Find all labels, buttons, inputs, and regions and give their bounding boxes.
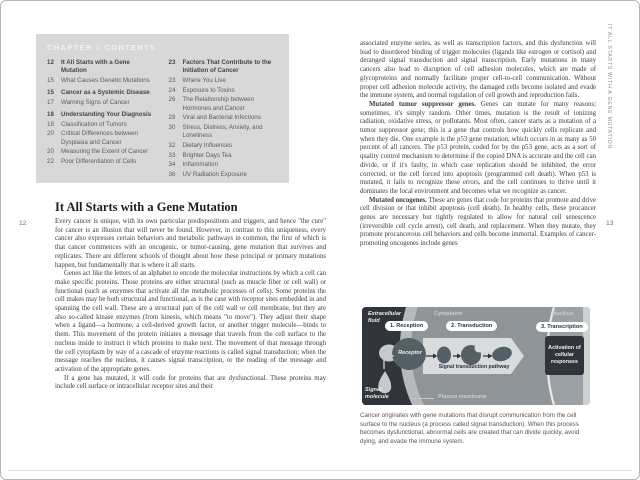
toc-entry xyxy=(169,152,279,160)
paragraph-lead: Mutated oncogenes. xyxy=(369,196,427,204)
step-transcription-pill: 3. Transcription xyxy=(536,322,588,332)
toc-entry-label: Poor Differentiation of Cells xyxy=(61,158,137,166)
toc-entry-label: The Relationship between Hormones and Cancer xyxy=(182,96,255,112)
toc-page-number: 17 xyxy=(47,98,54,106)
extracellular-fluid-label: Extracellular fluid xyxy=(368,311,402,324)
contents-columns xyxy=(47,59,278,181)
toc-page-number: 30 xyxy=(168,123,176,131)
toc-entry xyxy=(169,124,279,140)
toc-entry xyxy=(47,77,157,85)
toc-entry-label: Dietary Influences xyxy=(182,141,233,149)
toc-entry-label: Cancer as a Systemic Disease xyxy=(61,89,150,97)
protein-blob-icon xyxy=(437,347,451,364)
paragraph xyxy=(360,101,596,197)
toc-entry-label: Warning Signs of Cancer xyxy=(61,98,130,106)
toc-entry-label: Critical Differences between Dysplasia and Cancer xyxy=(61,130,138,146)
page-number-left: 12 xyxy=(19,220,27,227)
membrane-pointer-line xyxy=(410,398,434,399)
toc-entry-label: Stress, Distress, Anxiety, and Loneliness xyxy=(182,123,263,140)
toc-entry xyxy=(47,59,157,75)
toc-entry-label: Where You Live xyxy=(182,76,226,84)
toc-page-number: 36 xyxy=(168,170,176,178)
paragraph xyxy=(360,197,596,249)
toc-entry xyxy=(47,148,157,156)
page-number-right: 13 xyxy=(606,220,614,227)
pathway-label: Signal transduction pathway xyxy=(438,364,510,370)
paragraph: Genes act like the letters of an alphabet to encode the molecular instructions by which a cell can make specific proteins. Those proteins are either structural (such as muscle fiber or cell wall) or functional (such as enzymes that activate all the metabolic processes of cells). Some proteins the cell makes may be both structural and functional, as is the case with receptor sites embedded in and spanning the cell wall. These are a structural part of the cell wall or cell membrane, but they are also so-called kinase enzymes (from kinesis, which means "to move"). They adjust their shape when a ligand—a hormone, a cell-derived growth factor, or another trigger molecule—binds to them. This movement of the protein initiates a message that travels from the cell surface to the nucleus inside to instruct it which proteins to make next. The movement of that message through the cell cytoplasm by way of a cascade of enzyme reactions is called signal transduction; when the message reaches the nucleus, it causes signal transcription, or the reading of the message and activation of the appropriate genes. xyxy=(55,270,326,373)
toc-entry xyxy=(169,161,279,169)
plasma-membrane-label: Plasma membrane xyxy=(438,394,487,400)
toc-entry-label: Inflammation xyxy=(182,161,218,169)
running-head-vertical: IT ALL STARTS WITH A GENE MUTATION xyxy=(606,24,612,149)
toc-page-number: 23 xyxy=(168,59,176,66)
step-transduction-pill: 2. Transduction xyxy=(446,321,497,331)
toc-page-number: 26 xyxy=(168,96,176,104)
paragraph: Every cancer is unique, with its own particular predispositions and triggers, and hence "the cure" for cancer is an illusion that will never be found. However, in contrast to this uniqueness, every cancer also expresses certain behaviors and metabolic pathways in common, the first of which is that cancer commences with an oncogenic, or tumor-causing, gene mutation that survives and replicates. There are different schools of thought about how these principal or primary mutations happen, but fundamentally that is where it all starts. xyxy=(55,218,326,269)
chapter-contents-panel xyxy=(36,34,289,183)
toc-page-number: 20 xyxy=(47,148,54,156)
activation-responses-box: Activation of cellular responses xyxy=(545,336,584,375)
toc-entry-label: UV Radiation Exposure xyxy=(182,170,247,178)
toc-entry-label: Understanding Your Diagnosis xyxy=(61,111,152,119)
toc-page-number: 15 xyxy=(47,89,54,97)
toc-page-number: 28 xyxy=(168,114,176,122)
paragraph-text: These are genes that code for proteins that promote and drive cell division or that inhibit apoptosis (cell death). In healthy cells, these procancer genes are necessary but tightly regulated to allow for natural cell senescence (irreversible cell cycle arrest), cell death, and replacement. When they mutate, they promote procancerous cell behaviors and cells become immortal. Examples of cancer-promoting oncogenes include genes xyxy=(360,196,596,248)
toc-entry xyxy=(47,89,157,97)
paragraph xyxy=(360,40,596,101)
toc-entry xyxy=(47,130,157,146)
step-reception-pill: 1. Reception xyxy=(385,321,428,331)
toc-entry-label: Factors That Contribute to the Initiation of Cancer xyxy=(182,59,272,75)
cytoplasm-label: Cytoplasm xyxy=(434,311,463,317)
section-heading: It All Starts with a Gene Mutation xyxy=(55,200,238,214)
toc-entry-label: Measuring the Extent of Cancer xyxy=(61,148,149,156)
receptor-label: Receptor xyxy=(398,350,422,356)
toc-entry xyxy=(169,142,279,150)
toc-entry-label: What Causes Genetic Mutations xyxy=(61,76,150,84)
toc-entry xyxy=(169,114,279,122)
left-page-body xyxy=(55,218,326,458)
contents-right-column xyxy=(169,59,279,181)
toc-page-number: 22 xyxy=(47,158,54,166)
toc-entry xyxy=(169,171,279,179)
toc-entry-label: Brighter Days Tea xyxy=(182,151,232,159)
toc-page-number: 20 xyxy=(47,130,54,138)
toc-entry xyxy=(169,87,279,95)
toc-entry-label: Classification of Tumors xyxy=(61,120,127,128)
signal-transduction-diagram xyxy=(362,307,590,405)
toc-page-number: 15 xyxy=(47,76,54,84)
page-bottom-edge xyxy=(8,470,632,471)
protein-notch xyxy=(475,344,484,353)
toc-entry xyxy=(47,121,157,129)
toc-page-number: 18 xyxy=(47,120,54,128)
paragraph: If a gene has mutated, it will code for proteins that are dysfunctional. These proteins may include cell surface or intracellular receptor sites and their xyxy=(55,374,326,391)
toc-entry xyxy=(169,77,279,85)
paragraph-lead: Mutated tumor suppressor genes. xyxy=(369,100,476,108)
toc-entry-label: It All Starts with a Gene Mutation xyxy=(61,59,130,75)
toc-entry xyxy=(169,59,279,75)
toc-page-number: 33 xyxy=(168,151,176,159)
contents-left-column xyxy=(47,59,157,181)
toc-page-number: 24 xyxy=(168,86,176,94)
toc-entry xyxy=(47,158,157,166)
toc-entry xyxy=(169,96,279,112)
contents-title: CHAPTER 1 CONTENTS xyxy=(47,43,157,52)
toc-page-number: 23 xyxy=(168,76,176,84)
signal-molecule-label: Signal molecule xyxy=(365,387,389,400)
paragraph-text: associated enzyme series, as well as transcription factors, and this dysfunction will lead to disordered binding of trigger molecules (ligands like estrogen or cortisol) and deranged signal transduction and signal transcription. Early mutations in many cancers also lead to disruption of cell adhesion molecules, which are made of glycoproteins and normally facilitate proper cell-to-cell communication. Without proper cell adhesion molecule activity, the damaged cells become isolated and evade the immune system, and normal regulation of cell growth and reproduction fails. xyxy=(360,40,596,100)
toc-entry xyxy=(47,111,157,119)
toc-page-number: 18 xyxy=(47,111,54,119)
toc-entry-label: Exposure to Toxins xyxy=(182,86,235,94)
paragraph-text: Genes can mutate for many reasons; sometimes, it's simply random. Other times, mutation is the result of ionizing radiation, oxidative stress, or pollutants. Most often, cancer starts as a mutation of a tumor suppressor gene; this is a gene that controls how quickly cells replicate and when they die. One example is the p53 gene mutation, which occurs in as many as 50 percent of all cancers. The p53 protein, coded for by the p53 gene, acts as a sort of quality control mechanism to determine if the copied DNA is accurate and the cell can divide, or if it's faulty, in which case replication should be inhibited, the error corrected, or the cell forced into apoptosis (programmed cell death). When p53 is mutated, it fails to recognize these errors, and the cell continues to thrive until it dominates the local environment and becomes what we recognize as cancer. xyxy=(360,100,596,195)
right-page-body xyxy=(360,40,596,300)
toc-entry-label: Viral and Bacterial Infections xyxy=(182,114,261,122)
toc-page-number: 12 xyxy=(47,59,54,66)
toc-page-number: 32 xyxy=(168,141,176,149)
diagram-caption: Cancer originates with gene mutations that disrupt communication from the cell surface to the nucleus (a process called signal transduction). When this process becomes dysfunctional, abnormal cells are created that can divide quickly, avoid dying, and evade the immune system. xyxy=(360,412,580,445)
toc-entry xyxy=(47,99,157,107)
toc-page-number: 34 xyxy=(168,161,176,169)
nucleus-label: Nucleus xyxy=(552,311,574,317)
